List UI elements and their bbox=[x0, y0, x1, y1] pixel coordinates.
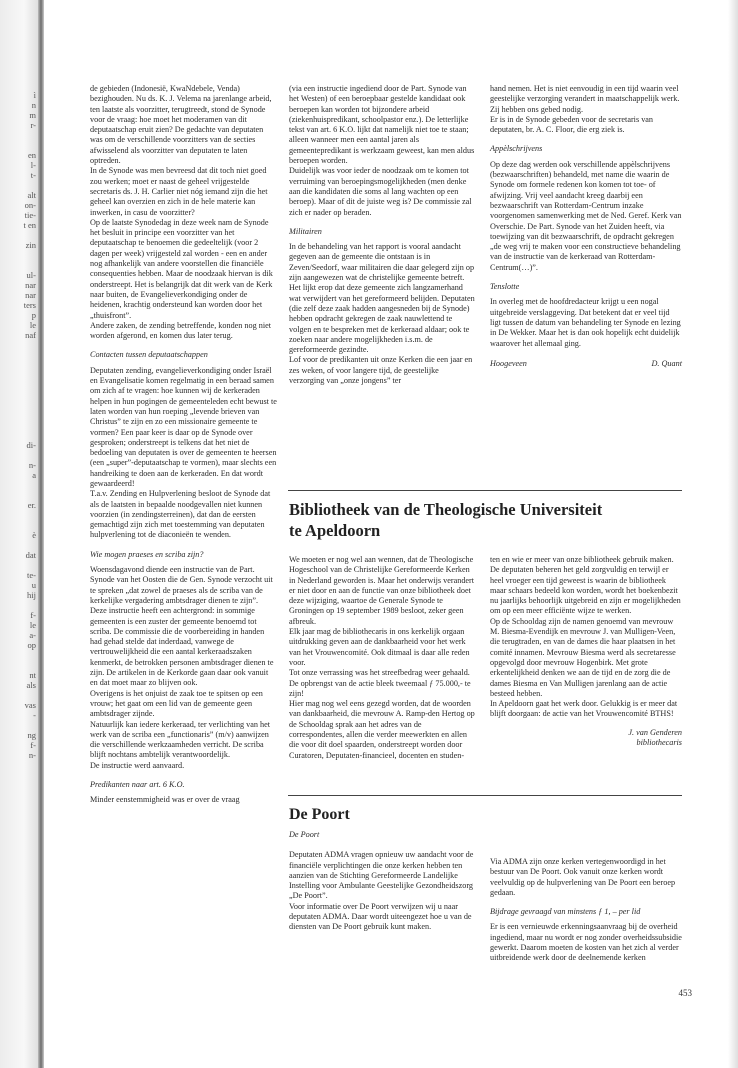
margin-fragment: p bbox=[31, 310, 36, 320]
margin-fragment: ng bbox=[27, 730, 36, 740]
margin-fragment: u bbox=[31, 580, 36, 590]
article-title bbox=[289, 500, 689, 540]
margin-fragment: f- bbox=[30, 740, 36, 750]
margin-fragment bbox=[0, 480, 38, 490]
margin-fragment: ì bbox=[33, 90, 36, 100]
paragraph: In overleg met de hoofdredacteur krijgt u een nogal uitgebreide verslaggeving. Dat betekent dat er veel tijd ligt tussen de datum van behandeling ter Synode en lezing in De Wekker. Maar het is dan ook hopelijk echt duidelijk waarover het allemaal ging. bbox=[490, 297, 681, 348]
margin-fragment: f- bbox=[30, 610, 36, 620]
subheading: Militairen bbox=[289, 226, 322, 236]
poort-right-column bbox=[490, 857, 682, 964]
paragraph: Deze instructie heeft een achtergrond: in sommige gemeenten is een zuster der gemeente benoemd tot scriba. De commissie die de voorbereiding in handen had gehad stelde dat inderdaad, vanwege de vertrouwelijkheid die een aantal kerkeraadszaken kenmerkt, de betrokken personen ambtsdrager dienen te zijn. De artikelen in de Kerkorde gaan daar ook vanuit en dat moet maar zo blijven ook. bbox=[90, 606, 274, 688]
margin-fragment: n- bbox=[28, 750, 36, 760]
bib-right-column bbox=[490, 555, 682, 748]
paragraph: We moeten er nog wel aan wennen, dat de Theologische Hogeschool van de Christelijke Gereformeerde Kerken in Nederland geworden is. Maar het onderwijs verandert er niet door en aan de functie van onze bibliotheek doet deze wijziging, waartoe de Generale Synode te Groningen op 19 september 1989 besloot, zeker geen afbreuk. bbox=[289, 555, 475, 626]
signature-role: bibliothecaris bbox=[636, 738, 682, 748]
signature-row bbox=[490, 359, 682, 369]
paragraph: In de Synode was men bevreesd dat dit toch niet goed zou werken; moet er naast de geheel vrijgestelde secretaris ds. J. H. Carlier niet nóg iemand zijn die het geheel kan overzien en zich in de hele materie kan inwerken, in casu de voorzitter? bbox=[90, 166, 268, 217]
margin-fragment: op bbox=[27, 640, 36, 650]
margin-fragment: ul- bbox=[26, 270, 36, 280]
margin-fragment bbox=[0, 430, 38, 440]
margin-fragment bbox=[0, 560, 38, 570]
subheading: Appèlschrijvens bbox=[490, 144, 543, 154]
subheading: Tenslotte bbox=[490, 282, 520, 292]
margin-fragment: alt bbox=[27, 190, 36, 200]
margin-fragment: vas bbox=[24, 700, 36, 710]
margin-fragment: a bbox=[32, 470, 36, 480]
column-3 bbox=[490, 84, 682, 369]
paragraph: Deputaten zending, evangelieverkondiging onder Israël en Evangelisatie komen regelmatig in een beraad samen om zich af te vragen: hoe kunnen wij de kerkeraden helpen in hun pogingen de gemeenteleden echt bewust te laten worden van hun roeping „levende brieven van Christus” te zijn en zo een missionaire gemeente te vormen? Een paar keer is daar op de Synode over gesproken; onderstreept is telkens dat het niet de bedoeling van deputaten is over de gemeenten te heersen (een „super”-deputaatschap te vormen), maar slechts een handreiking te doen aan de kerkeraden. En dat wordt gewaardeerd! bbox=[90, 365, 277, 488]
page-edge bbox=[728, 0, 738, 1068]
margin-fragment: dat bbox=[25, 550, 36, 560]
paragraph: Duidelijk was voor ieder de noodzaak om te komen tot verruiming van beroepingsmogelijkheden (men denke aan die kandidaten die soms al lang wachten op een beroep). Maar of dit de juiste weg is? De commissie zal zich er nader op beraden. bbox=[289, 166, 472, 217]
paragraph: Lof voor de predikanten uit onze Kerken die een jaar en zes weken, of voor langere tijd, de geestelijke verzorging van „onze jongens” ter bbox=[289, 355, 473, 386]
margin-fragment: le bbox=[29, 620, 36, 630]
column-1 bbox=[90, 84, 277, 806]
margin-fragment bbox=[0, 250, 38, 260]
margin-fragment: m bbox=[29, 110, 36, 120]
margin-fragment bbox=[0, 130, 38, 140]
left-margin-fragments bbox=[0, 90, 38, 760]
margin-fragment: t- bbox=[30, 170, 36, 180]
margin-fragment: n- bbox=[28, 460, 36, 470]
margin-fragment: a- bbox=[29, 630, 36, 640]
margin-fragment bbox=[0, 390, 38, 400]
paragraph: In de behandeling van het rapport is vooral aandacht gegeven aan de gemeente die ontstaan is in Zeven/Seedorf, waar militairen die daar gelegerd zijn op zijn aangewezen wat de christelijke gemeente betreft. Het lijkt erop dat deze gemeente zich langzamerhand wat verwijdert van het gereformeerd belijden. Deputaten (die zelf deze zaak hadden aangesneden bij de Synode) hebben opdracht gekregen de zaak nauwlettend te volgen en te bespreken met de kerkeraad aldaar; ook te zoeken naar andere mogelijkheden i.s.m. de gereformeerde gezindte. bbox=[289, 242, 475, 355]
margin-fragment bbox=[0, 350, 38, 360]
margin-fragment: tie- bbox=[24, 210, 36, 220]
paragraph: Op de Schooldag zijn de namen genoemd van mevrouw M. Biesma-Evendijk en mevrouw J. van Mulligen-Veen, die terugtraden, en van de dames die haar plaatsen in het comité innamen. Mevrouw Biesma werd als secretaresse opgevolgd door mevrouw Hogenbirk. Met grote erkentelijkheid denken we aan de tijd en de zorg die de dames Biesma en Van Mulligen jarenlang aan de actie besteed hebben. bbox=[490, 616, 676, 698]
margin-fragment: nt bbox=[29, 670, 36, 680]
paragraph: Op de laatste Synodedag in deze week nam de Synode het besluit in principe een voorzitter van het deputaatschap te benoemen die gedeeltelijk (voor 2 dagen per week) vrijgesteld zal worden - een en ander nog afhankelijk van andere voorstellen die financiële consequenties hebben. Maar de noodzaak hiervan is dik onderstreept. Het is belangrijk dat dit werk van de Kerk naar buiten, de Evangelieverkondiging onder de heidenen, krachtig ondersteund kan worden door het „thuisfront”. bbox=[90, 217, 273, 320]
margin-fragment: n bbox=[31, 100, 36, 110]
margin-fragment bbox=[0, 690, 38, 700]
margin-fragment: naf bbox=[25, 330, 36, 340]
margin-fragment bbox=[0, 450, 38, 460]
margin-fragment bbox=[0, 380, 38, 390]
margin-fragment: t en bbox=[23, 220, 36, 230]
signature-place: Hoogeveen bbox=[490, 358, 527, 368]
margin-fragment: zin bbox=[25, 240, 36, 250]
margin-fragment bbox=[0, 230, 38, 240]
section-rule bbox=[288, 490, 682, 491]
signature-author: D. Quant bbox=[651, 358, 682, 368]
paragraph: Hier mag nog wel eens gezegd worden, dat de woorden van dankbaarheid, die mevrouw A. Ramp-den Hertog op de Schooldag sprak aan het adres van de correspondentes, allen die verder meewerkten en allen die voor dit doel spaarden, onderstreept worden door Curatoren, Deputaten-financieel, docenten en studen- bbox=[289, 699, 475, 760]
column-2 bbox=[289, 84, 476, 386]
margin-fragment bbox=[0, 600, 38, 610]
margin-fragment: l- bbox=[30, 160, 36, 170]
paragraph: T.a.v. Zending en Hulpverlening besloot de Synode dat als de laatsten in bepaalde noodgevallen niet kunnen voorzien (in zendingsterreinen), dat dan de eersten gemachtigd zijn zich met toestemming van deputaten hulpverlening tot de diaconieën te wenden. bbox=[90, 489, 271, 540]
article-title-line: Bibliotheek van de Theologische Universiteit bbox=[289, 500, 603, 519]
margin-fragment: le bbox=[29, 320, 36, 330]
margin-fragment: te- bbox=[27, 570, 36, 580]
subheading: Predikanten naar art. 6 K.O. bbox=[90, 780, 185, 789]
bib-left-column bbox=[289, 555, 476, 761]
margin-fragment: - bbox=[33, 710, 36, 720]
subheading: Bijdrage gevraagd van minstens ƒ 1, – per lid bbox=[490, 907, 641, 917]
margin-fragment: nar bbox=[25, 280, 36, 290]
subheading: Contacten tussen deputaatschappen bbox=[90, 350, 208, 360]
margin-fragment: di- bbox=[26, 440, 36, 450]
margin-fragment: r- bbox=[30, 120, 36, 130]
page-number: 453 bbox=[678, 988, 692, 998]
margin-fragment: en bbox=[27, 150, 36, 160]
margin-fragment bbox=[0, 400, 38, 410]
paragraph: Natuurlijk kan iedere kerkeraad, ter verlichting van het werk van de scriba een „functionaris” (m/v) aanwijzen die verschillende werkzaamheden verricht. De scriba blijft nochtans ambtelijk verantwoordelijk. bbox=[90, 719, 271, 760]
margin-fragment: è bbox=[32, 530, 36, 540]
paragraph: (via een instructie ingediend door de Part. Synode van het Westen) of een beroepbaar gestelde kandidaat ook beroepen kan worden tot bijzondere arbeid (ziekenhuispredikant, schoolpastor enz.). De letterlijke tekst van art. 6 K.O. lijkt dat namelijk niet toe te staan; alleen wanneer men een aantal jaren als gemeentepredikant is werkzaam geweest, kan men aldus beroepen worden. bbox=[289, 84, 475, 166]
subheading: De Poort bbox=[289, 830, 320, 839]
margin-fragment bbox=[0, 420, 38, 430]
margin-fragment: nar bbox=[25, 290, 36, 300]
margin-fragment bbox=[0, 490, 38, 500]
paragraph: ten en wie er meer van onze bibliotheek gebruik maken. bbox=[490, 555, 674, 564]
poort-left-column bbox=[289, 830, 476, 933]
margin-fragment bbox=[0, 360, 38, 370]
article-title-line: te Apeldoorn bbox=[289, 521, 381, 540]
margin-fragment bbox=[0, 650, 38, 660]
margin-fragment: er. bbox=[27, 500, 36, 510]
paragraph: Via ADMA zijn onze kerken vertegenwoordigd in het bestuur van De Poort. Ook vanuit onze kerken wordt veelvuldig op de hulpverlening van De Poort een beroep gedaan. bbox=[490, 857, 676, 897]
paragraph: hand nemen. Het is niet eenvoudig in een tijd waarin veel geestelijke verzorging verandert in maatschappelijk werk. bbox=[490, 84, 680, 104]
paragraph: Andere zaken, de zending betreffende, konden nog niet worden afgerond, en komen dus later terug. bbox=[90, 320, 272, 341]
paragraph: Overigens is het onjuist de zaak toe te spitsen op een vrouw; het gaat om een lid van de gemeente geen ambtsdrager zijnde. bbox=[90, 688, 263, 719]
margin-fragment bbox=[0, 720, 38, 730]
subheading: Wie mogen praeses en scriba zijn? bbox=[90, 549, 204, 559]
margin-fragment bbox=[0, 520, 38, 530]
paragraph: In Apeldoorn gaat het werk door. Gelukkig is er meer dat blijft doorgaan: de actie van het Vrouwencomité BTHS! bbox=[490, 699, 678, 719]
paragraph: Zij hebben ons gebed nodig. bbox=[490, 104, 584, 114]
margin-fragment bbox=[0, 370, 38, 380]
paragraph: Tot onze verrassing was het streefbedrag weer gehaald. De opbrengst van de actie bleek tweemaal ƒ 75.000,- te zijn! bbox=[289, 668, 471, 698]
margin-fragment bbox=[0, 410, 38, 420]
margin-fragment: als bbox=[26, 680, 36, 690]
margin-fragment bbox=[0, 340, 38, 350]
page-gutter bbox=[38, 0, 44, 1068]
paragraph: Elk jaar mag de bibliothecaris in ons kerkelijk orgaan uitdrukking geven aan de dankbaarheid voor het werk van het Vrouwencomité. Ook ditmaal is daar alle reden voor. bbox=[289, 627, 470, 667]
paragraph: Op deze dag werden ook verschillende appèlschrijvens (bezwaarschriften) behandeld, met name die waarin de Synode om formele redenen kon komen tot toe- of afwijzing. Vrij veel aandacht kreeg daarbij een bezwaarschrift van Rotterdam-Centrum inzake voorgenomen samenwerking met de Ned. Geref. Kerk van Overschie. De Part. Synode van het Zuiden heeft, via toewijzing van dit bezwaarschrift, de opdracht gekregen „de weg vrij te maken voor een constructieve behandeling van de instructie van de kerkeraad van Rotterdam-Centrum(…)”. bbox=[490, 159, 682, 272]
margin-fragment: on- bbox=[24, 200, 36, 210]
margin-fragment: hij bbox=[27, 590, 36, 600]
margin-fragment bbox=[0, 140, 38, 150]
paragraph: Er is een vernieuwde erkenningsaanvraag bij de overheid ingediend, maar nu wordt er nog zonder overheidssubsidie gewerkt. Daarom moeten de kosten van het zich al verder uitbreidende werk door de deelnemende kerken bbox=[490, 922, 682, 963]
margin-fragment bbox=[0, 540, 38, 550]
margin-fragment bbox=[0, 260, 38, 270]
paragraph: De instructie werd aanvaard. bbox=[90, 760, 185, 770]
paragraph: Voor informatie over De Poort verwijzen wij u naar deputaten ADMA. Daar wordt uiteengezet hoe u van de diensten van De Poort gebruik kunt maken. bbox=[289, 901, 472, 932]
paragraph: Er is in de Synode gebeden voor de secretaris van deputaten, br. A. C. Floor, die erg ziek is. bbox=[490, 114, 654, 135]
paragraph: Minder eenstemmigheid was er over de vraag bbox=[90, 795, 240, 805]
paragraph: Deputaten ADMA vragen opnieuw uw aandacht voor de financiële verplichtingen die onze kerken hebben ten aanzien van de Stichting Gereformeerde Landelijke Instelling voor Ambulante Geestelijke Gezondheidszorg „De Poort”. bbox=[289, 850, 474, 901]
section-rule bbox=[288, 795, 682, 796]
signature-name: J. van Genderen bbox=[628, 727, 682, 737]
margin-fragment bbox=[0, 660, 38, 670]
paragraph: Woensdagavond diende een instructie van de Part. Synode van het Oosten die de Gen. Synode verzocht uit te spreken „dat zowel de praeses als de scriba van de kerkelijke vergadering ambtsdrager dienen te zijn”. bbox=[90, 565, 273, 605]
paragraph: De deputaten beheren het geld zorgvuldig en terwijl er heel vroeger een tijd geweest is waarin de bibliotheek maar schaars bedeeld kon worden, wordt het boekenbezit nu jaarlijks behoorlijk uitgebreid en zijn er mogelijkheden om op een meer efficiënte wijze te werken. bbox=[490, 565, 681, 616]
section-title: De Poort bbox=[289, 806, 350, 823]
paragraph: de gebieden (Indonesië, KwaNdebele, Venda) bezighouden. Nu ds. K. J. Velema na jarenlange arbeid, ten laatste als voorzitter, terugtreedt, stond de Synode voor de vraag: hoe moet het moderamen van dit deputaatschap eruit zien? De gedachte van deputaten was om de verschillende voorzitters van de secties afwisselend als voorzitter van deputaten te laten optreden. bbox=[90, 84, 272, 166]
margin-fragment bbox=[0, 510, 38, 520]
margin-fragment: ters bbox=[23, 300, 36, 310]
margin-fragment bbox=[0, 180, 38, 190]
